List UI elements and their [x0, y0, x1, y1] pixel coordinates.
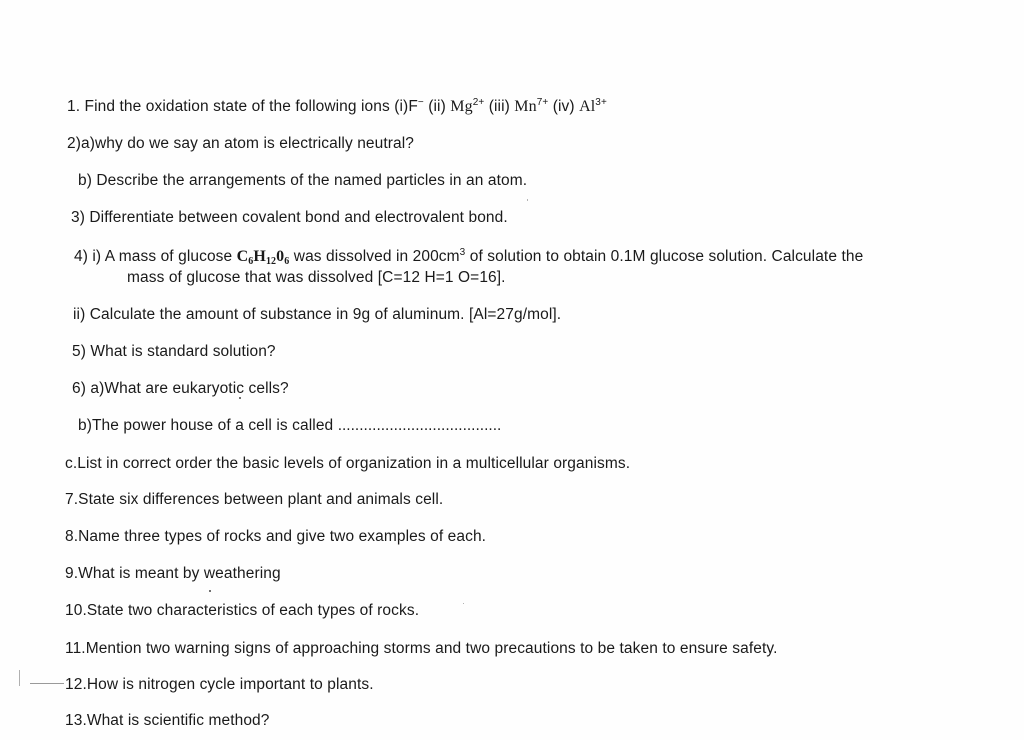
oxygen-count: 6: [284, 256, 290, 267]
scan-speck: [527, 199, 528, 201]
cm-cubed: 3: [459, 247, 466, 258]
question-2b: b) Describe the arrangements of the named particles in an atom.: [78, 172, 528, 189]
question-13: 13.What is scientific method?: [65, 712, 270, 729]
scan-speck: [239, 397, 241, 399]
question-6a: 6) a)What are eukaryotic cells?: [72, 380, 289, 397]
fluoride-charge: −: [417, 97, 424, 108]
label-ii: (ii): [423, 98, 451, 115]
magnesium-symbol: Mg: [450, 98, 473, 115]
question-6b: [78, 416, 501, 436]
magnesium-charge: 2+: [472, 97, 485, 108]
manganese-symbol: Mn: [514, 98, 537, 115]
aluminium-charge: 3+: [595, 97, 607, 108]
manganese-charge: 7+: [536, 97, 549, 108]
question-4i-line2: mass of glucose that was dissolved [C=12 H=1 O=16].: [127, 269, 506, 286]
carbon-count: 6: [248, 256, 254, 267]
question-6b-text: b)The power house of a cell is called: [78, 417, 338, 434]
hydrogen-count: 12: [265, 256, 277, 267]
question-12: 12.How is nitrogen cycle important to plants.: [65, 676, 374, 693]
question-10: 10.State two characteristics of each types of rocks.: [65, 602, 420, 619]
question-4i-middle: was dissolved in 200cm: [289, 248, 460, 265]
question-4ii: ii) Calculate the amount of substance in 9g of aluminum. [Al=27g/mol].: [73, 306, 562, 323]
hydrogen-symbol: H: [253, 248, 266, 265]
question-2a: 2)a)why do we say an atom is electrically neutral?: [67, 135, 415, 152]
scan-margin-line: [30, 683, 64, 684]
aluminium-symbol: Al: [579, 98, 596, 115]
answer-blank: ......................................: [337, 417, 502, 434]
question-11: 11.Mention two warning signs of approaching storms and two precautions to be taken to ensure safety.: [65, 640, 778, 657]
question-4i: [74, 247, 863, 267]
glucose-formula: [237, 248, 290, 265]
question-4i-prefix: 4) i) A mass of glucose: [74, 248, 237, 265]
question-8: 8.Name three types of rocks and give two examples of each.: [65, 528, 487, 545]
question-7: 7.State six differences between plant and animals cell.: [65, 491, 444, 508]
question-4i-suffix: of solution to obtain 0.1M glucose solution. Calculate the: [465, 248, 864, 265]
scan-margin-tick: [19, 670, 20, 686]
scan-speck: [463, 603, 464, 604]
question-3: 3) Differentiate between covalent bond and electrovalent bond.: [71, 209, 508, 226]
question-1-text: 1. Find the oxidation state of the following ions (i)F: [67, 98, 418, 115]
label-iv: (iv): [548, 98, 580, 115]
question-1: [67, 97, 607, 117]
oxygen-symbol: 0: [276, 248, 285, 265]
carbon-symbol: C: [236, 248, 249, 265]
label-iii: (iii): [484, 98, 515, 115]
question-9: 9.What is meant by weathering: [65, 565, 281, 582]
question-5: 5) What is standard solution?: [72, 343, 276, 360]
scan-speck: [209, 590, 211, 592]
question-6c: c.List in correct order the basic levels of organization in a multicellular organisms.: [65, 455, 631, 472]
